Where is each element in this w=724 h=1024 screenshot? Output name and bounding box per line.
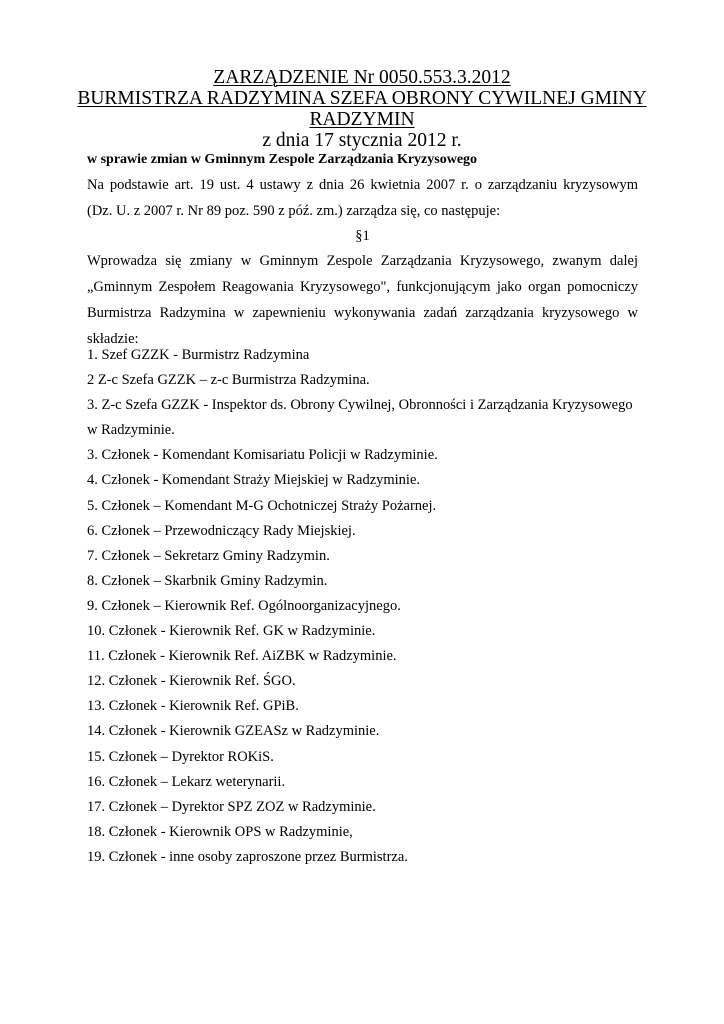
- document-title-line-2: BURMISTRZA RADZYMINA SZEFA OBRONY CYWILNEJ GMINY: [77, 88, 647, 109]
- document-subject: w sprawie zmian w Gminnym Zespole Zarządzania Kryzysowego: [87, 152, 478, 167]
- list-item: 11. Członek - Kierownik Ref. AiZBK w Radzyminie.: [87, 648, 397, 665]
- list-item: 9. Członek – Kierownik Ref. Ogólnoorganizacyjnego.: [87, 597, 401, 614]
- list-item: 5. Członek – Komendant M-G Ochotniczej Straży Pożarnej.: [87, 497, 437, 514]
- body-line-1: Wprowadza się zmiany w Gminnym Zespole Zarządzania Kryzysowego, zwanym dalej: [87, 253, 638, 269]
- list-item: 15. Członek – Dyrektor ROKiS.: [87, 748, 274, 765]
- document-title-line-3: RADZYMIN: [309, 109, 415, 130]
- body-paragraph: [87, 248, 638, 352]
- list-item: w Radzyminie.: [87, 422, 175, 439]
- document-title-line-1: ZARZĄDZENIE Nr 0050.553.3.2012: [213, 67, 511, 88]
- list-item: 7. Członek – Sekretarz Gminy Radzymin.: [87, 547, 330, 564]
- list-item: 17. Członek – Dyrektor SPZ ZOZ w Radzyminie.: [87, 798, 376, 815]
- list-item: 1. Szef GZZK - Burmistrz Radzymina: [87, 347, 310, 363]
- list-item: 2 Z-c Szefa GZZK – z-c Burmistrza Radzymina.: [87, 372, 370, 389]
- preamble-line-2: (Dz. U. z 2007 r. Nr 89 poz. 590 z póź. zm.) zarządza się, co następuje:: [87, 203, 501, 219]
- body-line-4: składzie:: [87, 331, 139, 347]
- list-item: 4. Członek - Komendant Straży Miejskiej w Radzyminie.: [87, 472, 421, 489]
- list-item: 13. Członek - Kierownik Ref. GPiB.: [87, 698, 299, 715]
- body-line-3: Burmistrza Radzymina w zapewnieniu wykonywania zadań zarządzania kryzysowego w: [87, 305, 638, 321]
- document-date: z dnia 17 stycznia 2012 r.: [262, 130, 462, 151]
- preamble-line-1: Na podstawie art. 19 ust. 4 ustawy z dnia 26 kwietnia 2007 r. o zarządzaniu kryzysowym: [87, 177, 638, 193]
- members-list: [87, 343, 647, 870]
- list-item: 10. Członek - Kierownik Ref. GK w Radzyminie.: [87, 623, 376, 640]
- list-item: 14. Członek - Kierownik GZEASz w Radzyminie.: [87, 723, 380, 740]
- list-item: 3. Członek - Komendant Komisariatu Policji w Radzyminie.: [87, 447, 438, 464]
- list-item: 3. Z-c Szefa GZZK - Inspektor ds. Obrony Cywilnej, Obronności i Zarządzania Kryzysowego: [87, 397, 633, 414]
- list-item: 18. Członek - Kierownik OPS w Radzyminie,: [87, 823, 353, 840]
- body-line-2: „Gminnym Zespołem Reagowania Kryzysowego", funkcjonującym jako organ pomocniczy: [87, 279, 638, 295]
- preamble: [87, 172, 638, 224]
- section-mark: §1: [355, 228, 370, 244]
- list-item: 8. Członek – Skarbnik Gminy Radzymin.: [87, 572, 328, 589]
- list-item: 16. Członek – Lekarz weterynarii.: [87, 773, 286, 790]
- list-item: 12. Członek - Kierownik Ref. ŚGO.: [87, 673, 296, 690]
- list-item: 19. Członek - inne osoby zaproszone przez Burmistrza.: [87, 848, 408, 865]
- list-item: 6. Członek – Przewodniczący Rady Miejskiej.: [87, 522, 356, 539]
